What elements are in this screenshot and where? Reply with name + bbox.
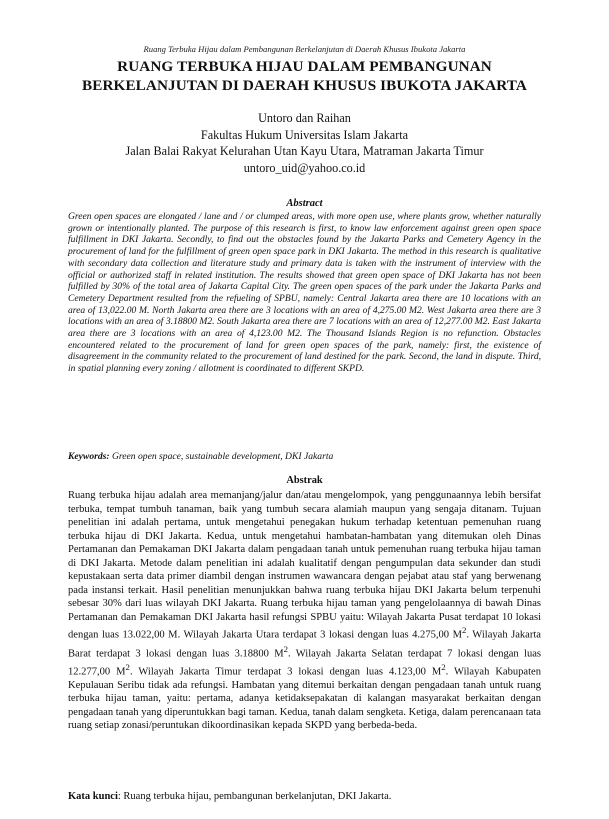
abstrak-text bbox=[68, 489, 541, 733]
abstrak-heading: Abstrak bbox=[286, 475, 323, 486]
keywords-label: Keywords: bbox=[68, 451, 110, 462]
author-email: untoro_uid@yahoo.co.id bbox=[243, 160, 366, 175]
keywords-text: Green open space, sustainable development, DKI Jakarta bbox=[109, 451, 334, 462]
abstrak-sup-3: 2 bbox=[125, 661, 130, 672]
abstrak-part-5: . Wilayah Kabupaten Kepulauan Seribu tidak ada refungsi. Hambatan yang ditemui berkaitan dengan pengadaan tanah untuk ruang terbuka hijau taman, yaitu: pertama, adanya ketidaksepakatan di kalangan masyarakat berkaitan dengan pengadaan tanah yang diperuntukkan bagi taman. Kedua, tanah dalam sengketa. Ketiga, dalam perencanaan tata ruang setiap zonasi/peruntukan dikoordinasikan kepada SKPD yang berbeda-beda. bbox=[68, 666, 541, 732]
running-header: Ruang Terbuka Hijau dalam Pembangunan Berkelanjutan di Daerah Khusus Ibukota Jakarta bbox=[143, 44, 466, 54]
abstrak-part-1: Ruang terbuka hijau adalah area memanjang/jalur dan/atau mengelompok, yang penggunaannya lebih bersifat terbuka, tempat tumbuh tanaman, baik yang tumbuh secara alamiah maupun yang sengaja ditanam. Tujuan penelitian ini adalah pertama, untuk mengetahui penegakan hukum terhadap ketentuan pemenuhan ruang terbuka hijau di DKI Jakarta. Kedua, untuk mengetahui hambatan-hambatan yang ditemukan oleh Dinas Pertamanan dan Pemakaman DKI Jakarta dalam pengadaan tanah untuk pemenuhan ruang terbuka hijau taman di DKI Jakarta. Metode dalam penelitian ini adalah kualitatif dengan pengumpulan data sekunder dan studi kepustakaan serta data primer diambil dengan instrumen wawancara dengan pejabat atau staf yang berwenang pada instansi terkait. Hasil penelitian menunjukkan bahwa ruang terbuka hijau DKI Jakarta belum terpenuhi sebesar 30% dari luas wilayah DKI Jakarta. Ruang terbuka hijau taman yang pengelolaannya di bawah Dinas Pertamanan dan Pemakaman DKI Jakarta hasil refungsi SPBU yaitu: Wilayah Jakarta Pusat terdapat 10 lokasi dengan luas 13.022,00 M. Wilayah Jakarta Utara terdapat 3 lokasi dengan luas 4.275,00 M bbox=[68, 490, 541, 641]
abstract-text: Green open spaces are elongated / lane and / or clumped areas, with more open use, where plants grow, whether naturally grown or intentionally planted. The purpose of this research is first, to know law enforcement against green open space fulfillment in DKI Jakarta. Secondly, to find out the obstacles found by the Jakarta Parks and Cemetery Agency in the procurement of land for the fulfillment of green open space park in DKI Jakarta. The method in this research is qualitative with secondary data collection and literature study and primary data is taken with the instrument of interview with the official or authorized staff in related institution. The results showed that green open space of DKI Jakarta has not been fulfilled by 30% of the total area of Jakarta Capital City. The green open spaces of the park under the Jakarta Parks and Cemetery Department resulted from the refueling of SPBU, namely: Central Jakarta area there are 10 locations with an area of 13,022.00 M. North Jakarta area there are 3 locations with an area of 4,275.00 M2. West Jakarta area there are 3 locations with an area of 3.18800 M2. South Jakarta area there are 7 locations with an area of 12,277.00 M2. East Jakarta area there are 3 locations with an area of 4,123.00 M2. The Thousand Islands Region is no refunction. Obstacles encountered related to the procurement of land for green open spaces of the park, namely: first, the existence of disagreement in the community related to the procurement of land destined for the park. Second, the land in dispute. Third, in spatial planning every zoning / allotment is coordinated to different SKPD. bbox=[68, 211, 541, 375]
kata-kunci bbox=[68, 791, 541, 802]
abstract-heading: Abstract bbox=[286, 198, 323, 209]
paper-title bbox=[30, 57, 579, 95]
author-names: Untoro dan Raihan bbox=[258, 111, 351, 125]
author-block bbox=[0, 110, 609, 176]
abstrak-part-3: . Wilayah Jakarta Selatan terdapat 7 lokasi dengan luas 12.277,00 M bbox=[68, 648, 542, 678]
kata-kunci-text: : Ruang terbuka hijau, pembangunan berkelanjutan, DKI Jakarta. bbox=[117, 791, 392, 802]
author-address: Jalan Balai Rakyat Kelurahan Utan Kayu Utara, Matraman Jakarta Timur bbox=[125, 144, 484, 158]
abstrak-sup-4: 2 bbox=[441, 661, 446, 672]
keywords-en bbox=[68, 451, 541, 462]
paper-title-line-1: RUANG TERBUKA HIJAU DALAM PEMBANGUNAN bbox=[117, 58, 492, 75]
paper-title-line-2: BERKELANJUTAN DI DAERAH KHUSUS IBUKOTA JAKARTA bbox=[82, 77, 527, 94]
kata-kunci-label: Kata kunci bbox=[68, 791, 118, 802]
abstrak-part-2: . Wilayah Jakarta Barat terdapat 3 lokasi dengan luas 3.18800 M bbox=[68, 629, 541, 660]
abstrak-part-4: . Wilayah Jakarta Timur terdapat 3 lokasi dengan luas 4.123,00 M bbox=[129, 666, 442, 678]
abstrak-sup-2: 2 bbox=[283, 643, 288, 654]
author-affiliation: Fakultas Hukum Universitas Islam Jakarta bbox=[200, 127, 409, 142]
abstrak-sup-1: 2 bbox=[461, 625, 467, 636]
